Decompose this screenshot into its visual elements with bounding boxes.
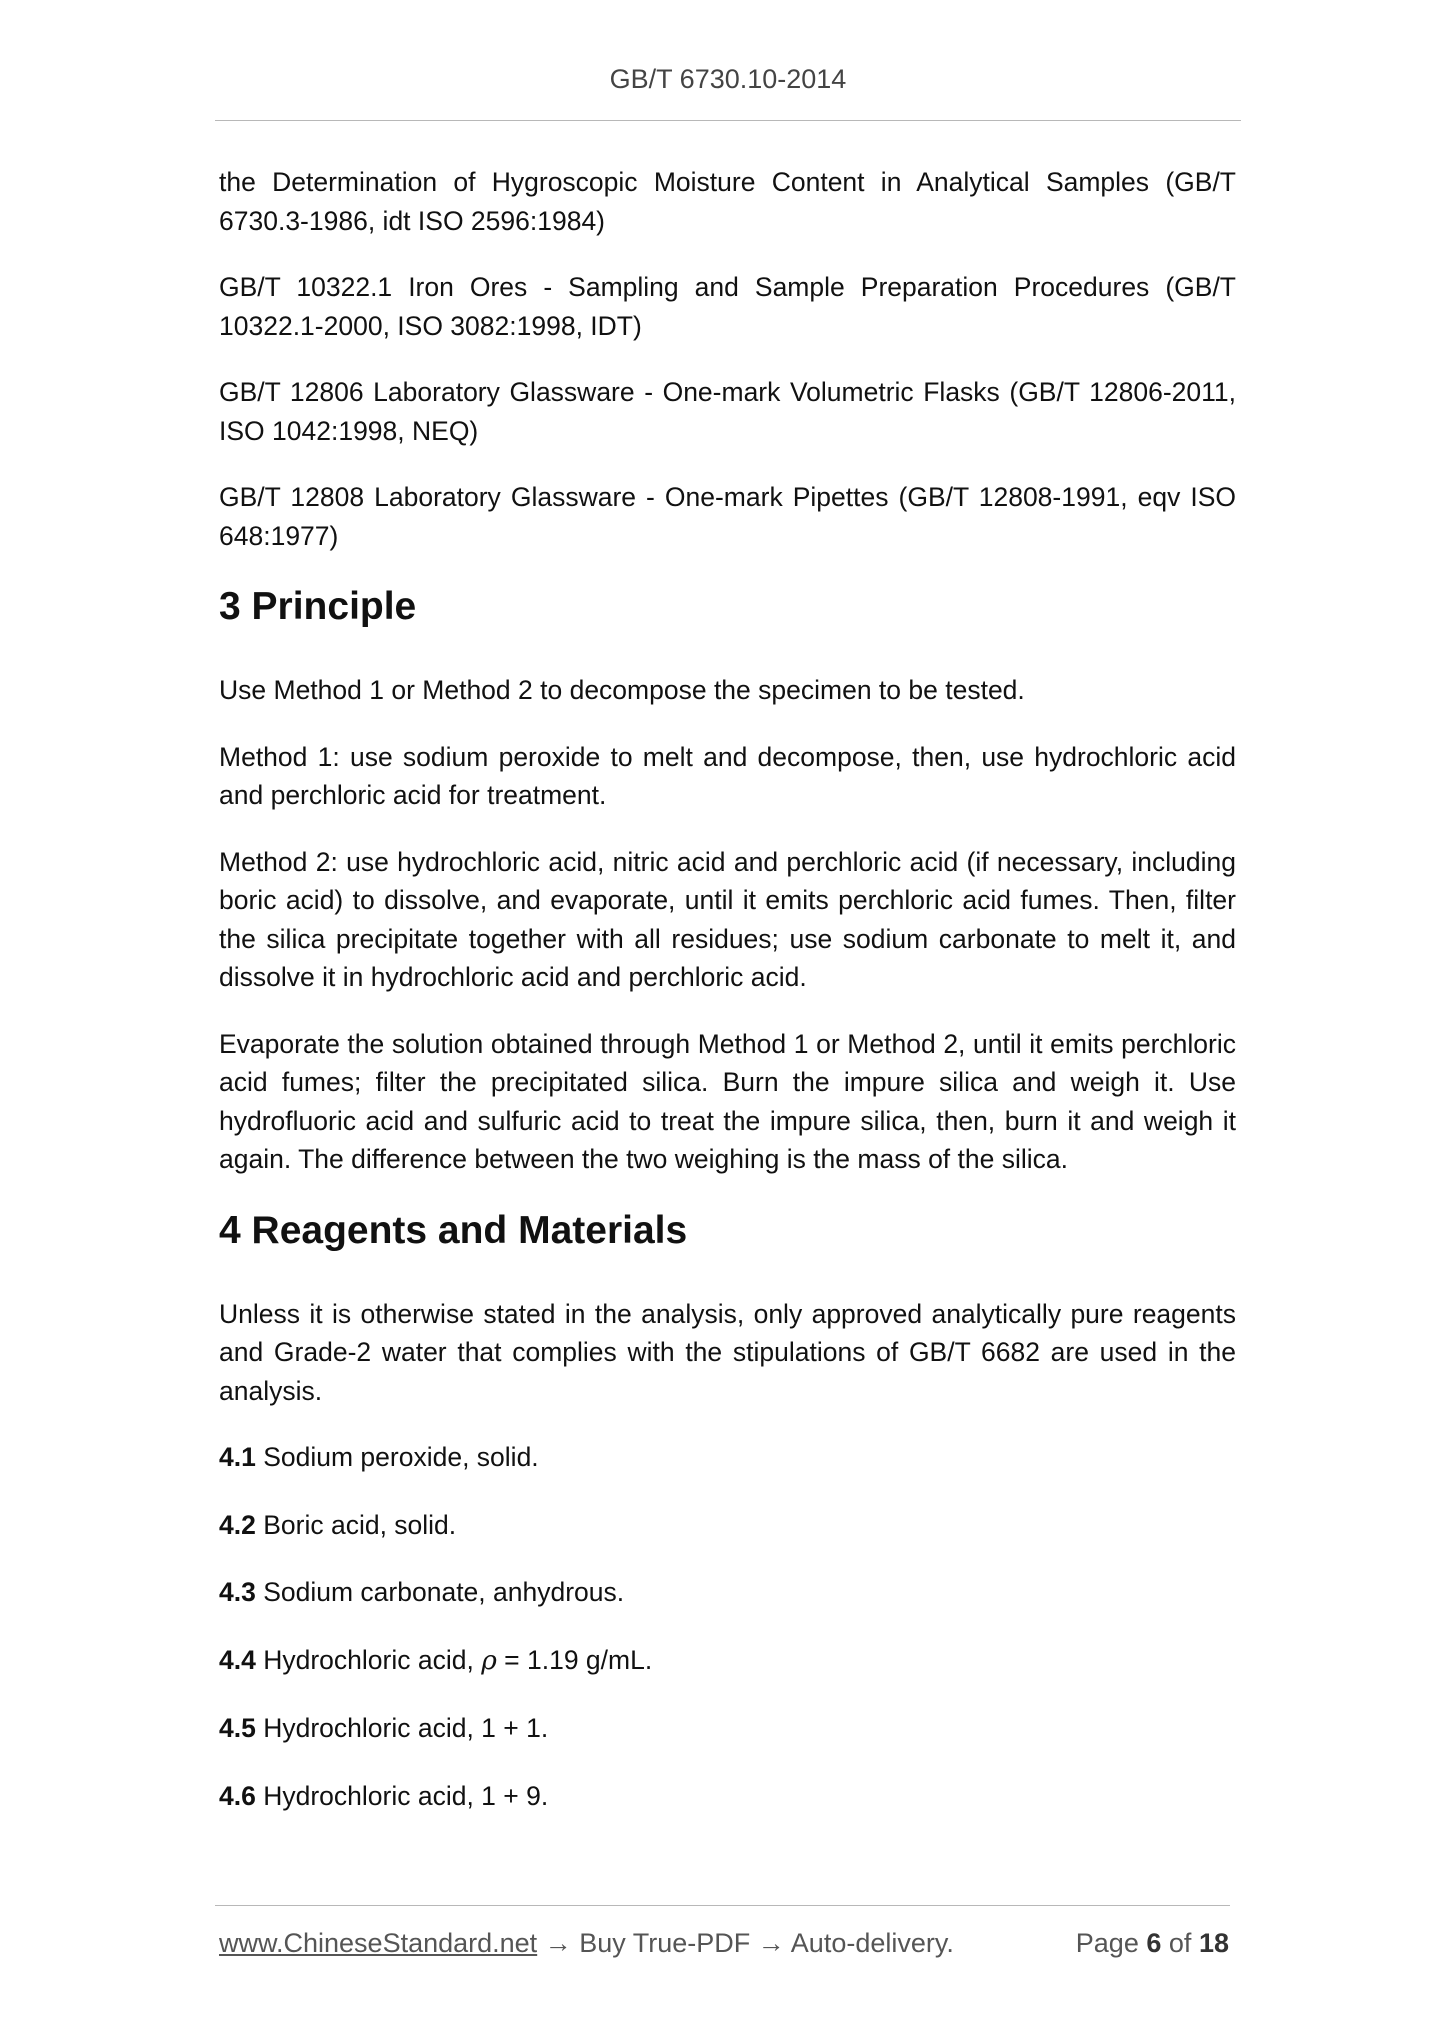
website-link[interactable]: www.ChineseStandard.net xyxy=(219,1928,538,1958)
reference-entry: GB/T 12808 Laboratory Glassware - One-mark Pipettes (GB/T 12808-1991, eqv ISO 648:1977) xyxy=(219,482,1236,551)
reagent-text: Sodium carbonate, anhydrous. xyxy=(263,1577,625,1607)
section-heading-principle: 3 Principle xyxy=(219,585,417,628)
arrow-icon: → xyxy=(757,1928,785,1958)
section-heading-reagents: 4 Reagents and Materials xyxy=(219,1208,688,1252)
principle-paragraph: Method 1: use sodium peroxide to melt and decompose, then, use hydrochloric acid and perchloric acid for treatment. xyxy=(219,741,1236,810)
page-number: 6 xyxy=(1146,1928,1162,1958)
buy-text: Buy True-PDF xyxy=(579,1928,751,1958)
reagent-item xyxy=(219,1573,1236,1612)
reagent-number: 4.5 xyxy=(219,1713,256,1743)
page-header: GB/T 6730.10-2014 xyxy=(609,64,847,94)
delivery-text: Auto-delivery. xyxy=(790,1928,954,1958)
of-label: of xyxy=(1168,1928,1192,1958)
reagent-text: Sodium peroxide, solid. xyxy=(263,1442,539,1472)
reference-entry: GB/T 12806 Laboratory Glassware - One-mark Volumetric Flasks (GB/T 12806-2011, ISO 1042:1998, NEQ) xyxy=(219,377,1236,446)
footer-divider xyxy=(215,1905,1230,1906)
page-label: Page xyxy=(1075,1928,1139,1958)
reagent-number: 4.6 xyxy=(219,1780,256,1811)
page-indicator xyxy=(1076,1928,1229,1959)
principle-paragraph: Evaporate the solution obtained through Method 1 or Method 2, until it emits perchloric acid fumes; filter the precipitated silica. Burn the impure silica and weigh it. Use hydrofluoric acid and sulfuric acid to treat the impure silica, then, burn it and weigh it again. The difference between the two weighing is the mass of the silica. xyxy=(219,1028,1236,1174)
page-footer xyxy=(219,1928,1229,1959)
reagent-item xyxy=(219,1438,1236,1477)
arrow-icon: → xyxy=(544,1928,572,1958)
reagent-text-suffix: = 1.19 g/mL. xyxy=(496,1644,653,1675)
density-symbol: ρ xyxy=(481,1644,497,1676)
principle-paragraph: Method 2: use hydrochloric acid, nitric acid and perchloric acid (if necessary, including boric acid) to dissolve, and evaporate, until it emits perchloric acid fumes. Then, filter the silica precipitate together with all residues; use sodium carbonate to melt it, and dissolve it in hydrochloric acid and perchloric acid. xyxy=(219,846,1236,992)
reagent-text: Boric acid, solid. xyxy=(263,1509,457,1540)
document-body xyxy=(219,163,1236,1844)
reagent-text: Hydrochloric acid, 1 + 1. xyxy=(263,1713,549,1743)
header-divider xyxy=(215,120,1241,121)
reagent-item xyxy=(219,1777,1236,1816)
reagent-text: Hydrochloric acid, xyxy=(263,1644,482,1675)
principle-paragraph: Use Method 1 or Method 2 to decompose the specimen to be tested. xyxy=(219,675,1025,705)
reagent-item xyxy=(219,1709,1236,1748)
reference-entry: GB/T 10322.1 Iron Ores - Sampling and Sample Preparation Procedures (GB/T 10322.1-2000, ISO 3082:1998, IDT) xyxy=(219,272,1236,341)
page-total: 18 xyxy=(1198,1928,1229,1958)
reagent-text: Hydrochloric acid, 1 + 9. xyxy=(263,1780,549,1811)
reagent-number: 4.3 xyxy=(219,1577,256,1607)
reagent-number: 4.1 xyxy=(219,1442,256,1472)
reagent-number: 4.4 xyxy=(219,1644,256,1675)
reagent-number: 4.2 xyxy=(219,1509,256,1540)
reagent-item xyxy=(219,1641,1236,1681)
reference-entry: the Determination of Hygroscopic Moisture Content in Analytical Samples (GB/T 6730.3-1986, idt ISO 2596:1984) xyxy=(219,167,1236,236)
reagents-intro: Unless it is otherwise stated in the analysis, only approved analytically pure reagents and Grade-2 water that complies with the stipulations of GB/T 6682 are used in the analysis. xyxy=(219,1298,1236,1406)
reagent-item xyxy=(219,1506,1236,1545)
